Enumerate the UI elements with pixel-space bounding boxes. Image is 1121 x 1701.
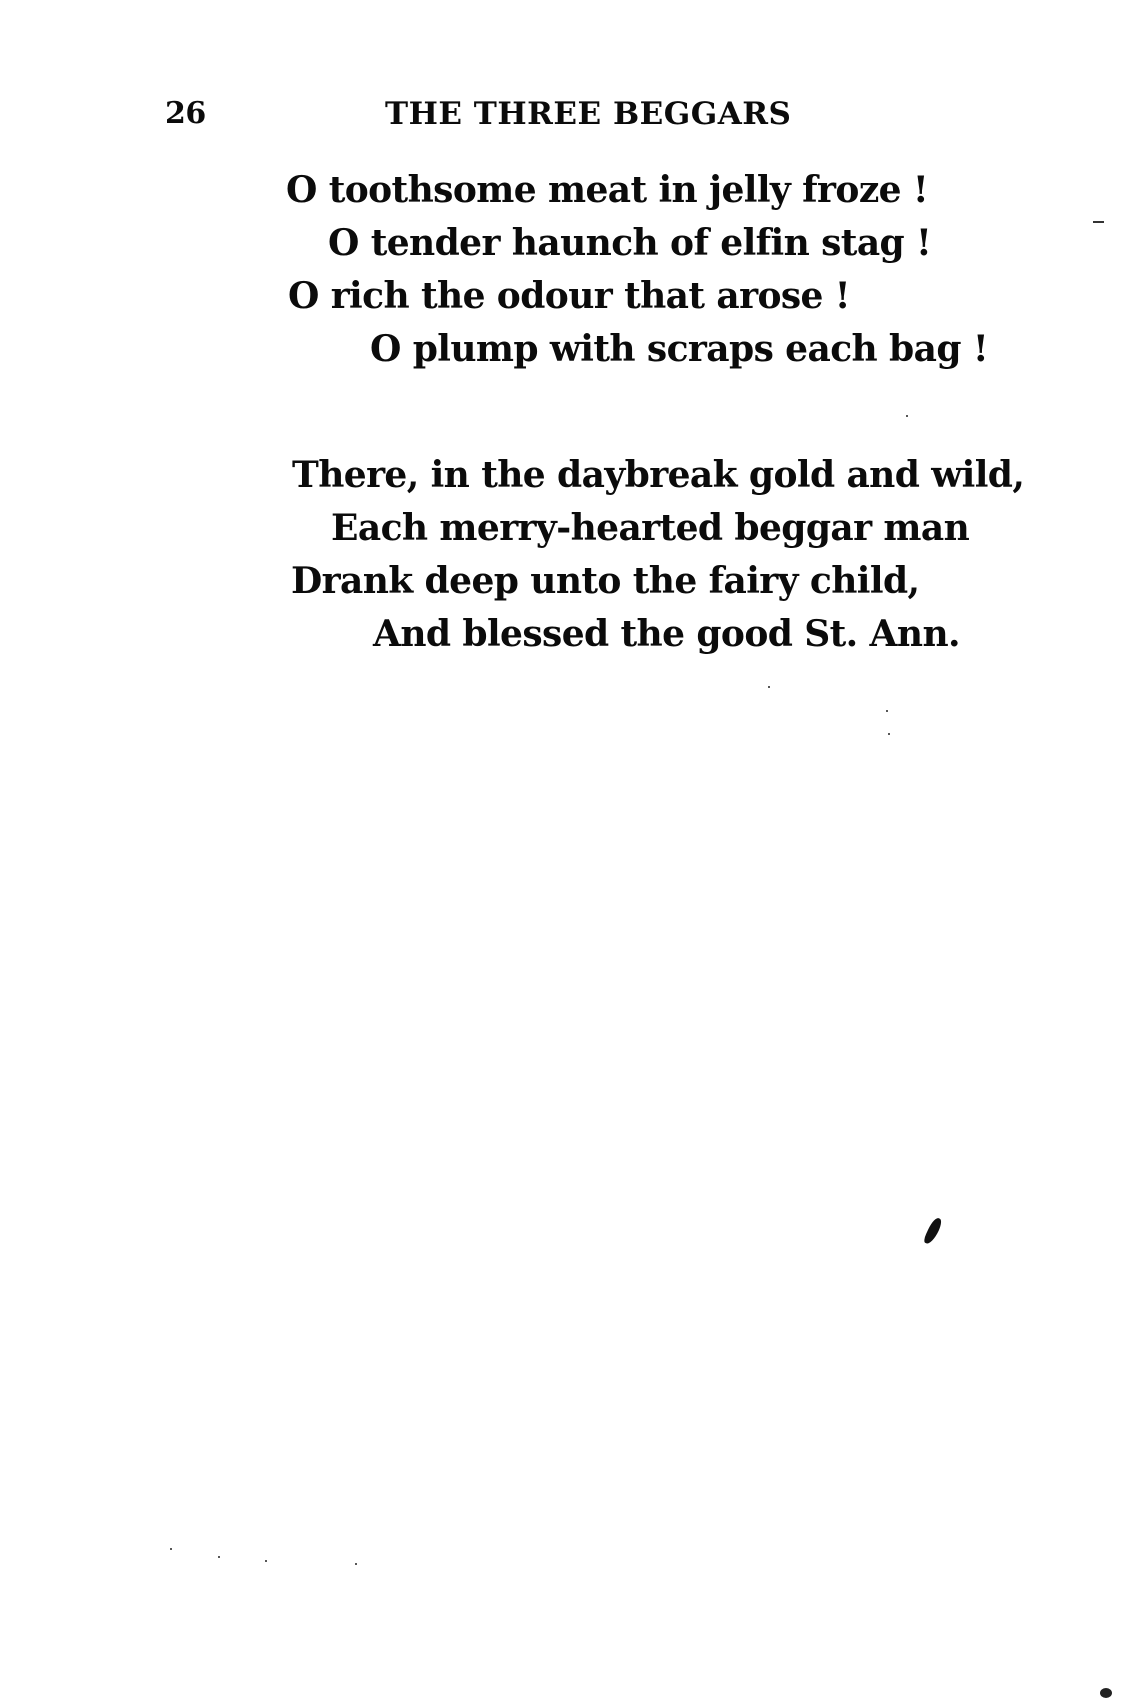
- scan-speck: [886, 710, 888, 712]
- scan-speck: [888, 733, 890, 735]
- scan-speck: [1100, 1688, 1112, 1698]
- poem-line: And blessed the good St. Ann.: [373, 613, 960, 655]
- poem-line: Each merry-hearted beggar man: [331, 507, 970, 549]
- scan-artifact: [1093, 221, 1104, 223]
- scan-speck: [768, 686, 770, 688]
- ink-mark: [923, 1216, 944, 1246]
- scan-speck: [170, 1548, 172, 1550]
- poem-line: There, in the daybreak gold and wild,: [292, 454, 1025, 496]
- poem-line: O tender haunch of elfin stag !: [328, 222, 932, 264]
- scan-speck: [265, 1560, 267, 1562]
- scan-speck: [355, 1563, 357, 1565]
- poem-line: O toothsome meat in jelly froze !: [286, 169, 929, 211]
- page-number: 26: [165, 96, 206, 131]
- running-head: THE THREE BEGGARS: [385, 96, 792, 132]
- poem-line: Drank deep unto the fairy child,: [291, 560, 920, 602]
- poem-line: O plump with scraps each bag !: [370, 328, 989, 370]
- poem-line: O rich the odour that arose !: [288, 275, 850, 317]
- scan-speck: [906, 415, 908, 417]
- scan-speck: [218, 1556, 220, 1558]
